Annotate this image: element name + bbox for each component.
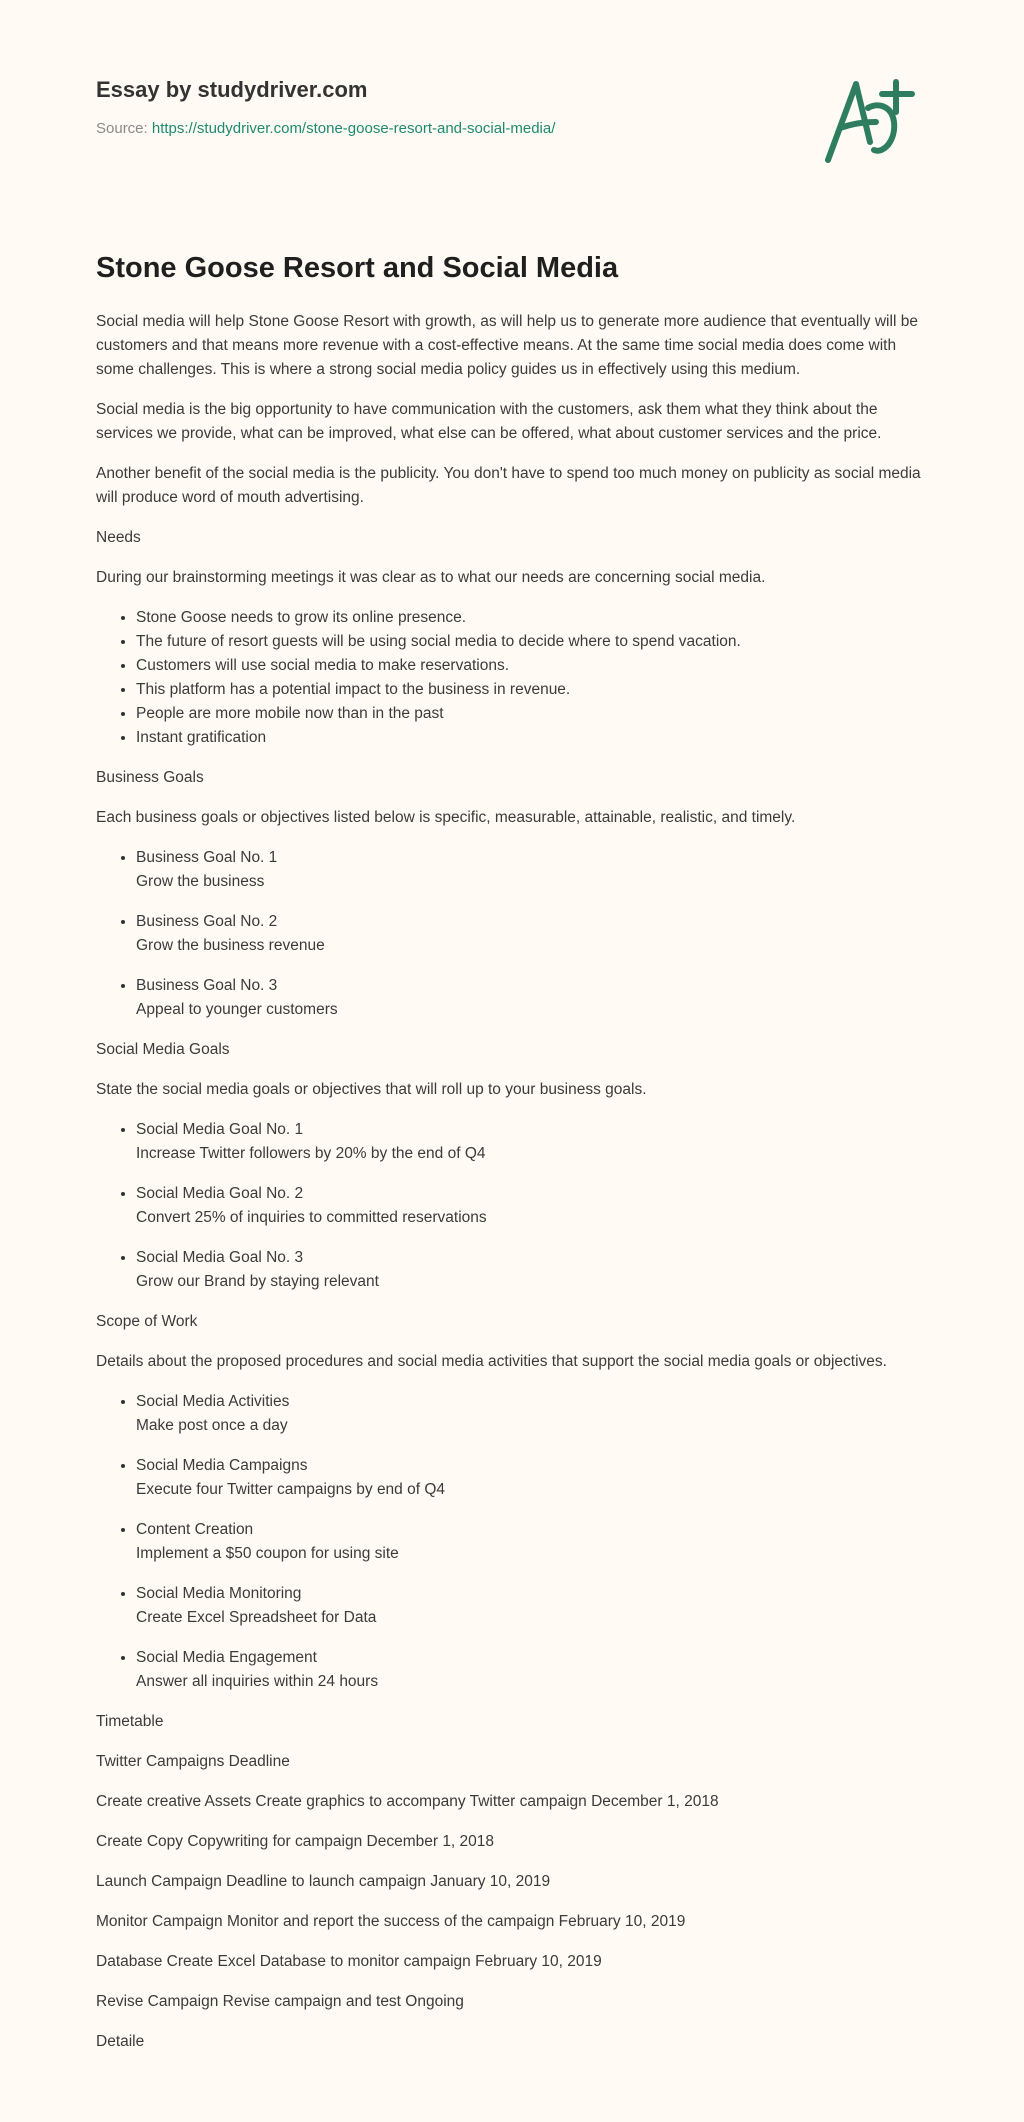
scope-title: Social Media Monitoring bbox=[136, 1585, 302, 1602]
needs-intro: During our brainstorming meetings it was clear as to what our needs are concerning social media. bbox=[96, 569, 766, 586]
section-heading-business-goals: Business Goals bbox=[96, 769, 204, 786]
source-line bbox=[96, 118, 928, 140]
business-goals-intro: Each business goals or objectives listed below is specific, measurable, attainable, realistic, and timely. bbox=[96, 809, 796, 826]
scope-description: Execute four Twitter campaigns by end of Q4 bbox=[136, 1481, 446, 1498]
timetable-line: Database Create Excel Database to monitor campaign February 10, 2019 bbox=[96, 1953, 602, 1970]
section-heading-scope: Scope of Work bbox=[96, 1313, 198, 1330]
list-item: • Instant gratification bbox=[136, 726, 932, 750]
needs-list bbox=[96, 606, 932, 750]
list-item: • Stone Goose needs to grow its online presence. bbox=[136, 606, 932, 630]
business-goals-list bbox=[96, 846, 932, 1022]
list-item bbox=[136, 974, 932, 1022]
scope-description: Make post once a day bbox=[136, 1417, 288, 1434]
list-item bbox=[136, 846, 932, 894]
scope-title: Social Media Campaigns bbox=[136, 1457, 308, 1474]
timetable-line: Revise Campaign Revise campaign and test Ongoing bbox=[96, 1993, 464, 2010]
list-item: • The future of resort guests will be using social media to decide where to spend vacation. bbox=[136, 630, 932, 654]
timetable-line: Monitor Campaign Monitor and report the success of the campaign February 10, 2019 bbox=[96, 1913, 686, 1930]
list-item bbox=[136, 1454, 932, 1502]
goal-description: Grow the business bbox=[136, 873, 265, 890]
scope-description: Implement a $50 coupon for using site bbox=[136, 1545, 399, 1562]
list-item bbox=[136, 1518, 932, 1566]
intro-paragraph: Social media will help Stone Goose Resort with growth, as will help us to generate more audience that eventually will be customers and that means more revenue with a cost-effective means. At the same time social media does come with some challenges. This is where a strong social media policy guides us in effectively using this medium. bbox=[96, 313, 918, 378]
scope-title: Social Media Activities bbox=[136, 1393, 290, 1410]
list-item: • People are more mobile now than in the past bbox=[136, 702, 932, 726]
site-title: Essay by studydriver.com bbox=[96, 77, 368, 102]
list-item bbox=[136, 1182, 932, 1230]
timetable-line: Create Copy Copywriting for campaign December 1, 2018 bbox=[96, 1833, 495, 1850]
scope-description: Create Excel Spreadsheet for Data bbox=[136, 1609, 377, 1626]
goal-description: Increase Twitter followers by 20% by the end of Q4 bbox=[136, 1145, 486, 1162]
source-label: Source: bbox=[96, 120, 148, 137]
scope-title: Social Media Engagement bbox=[136, 1649, 317, 1666]
goal-title: Business Goal No. 2 bbox=[136, 913, 278, 930]
scope-title: Content Creation bbox=[136, 1521, 254, 1538]
goal-title: Business Goal No. 3 bbox=[136, 977, 278, 994]
goal-title: Business Goal No. 1 bbox=[136, 849, 278, 866]
list-item bbox=[136, 1582, 932, 1630]
essay-title: Stone Goose Resort and Social Media bbox=[96, 252, 619, 284]
list-item bbox=[136, 1646, 932, 1694]
scope-intro: Details about the proposed procedures and social media activities that support the social media goals or objectives. bbox=[96, 1353, 887, 1370]
section-heading-social-goals: Social Media Goals bbox=[96, 1041, 230, 1058]
section-heading-needs: Needs bbox=[96, 529, 141, 546]
scope-description: Answer all inquiries within 24 hours bbox=[136, 1673, 379, 1690]
list-item: • This platform has a potential impact to the business in revenue. bbox=[136, 678, 932, 702]
source-link[interactable]: https://studydriver.com/stone-goose-resort-and-social-media/ bbox=[151, 120, 556, 137]
timetable-line: Launch Campaign Deadline to launch campaign January 10, 2019 bbox=[96, 1873, 551, 1890]
goal-title: Social Media Goal No. 3 bbox=[136, 1249, 304, 1266]
a-plus-logo-icon bbox=[818, 72, 928, 172]
goal-description: Appeal to younger customers bbox=[136, 1001, 338, 1018]
goal-description: Grow the business revenue bbox=[136, 937, 325, 954]
timetable-line: Create creative Assets Create graphics to accompany Twitter campaign December 1, 2018 bbox=[96, 1793, 719, 1810]
list-item bbox=[136, 1246, 932, 1294]
list-item bbox=[136, 1390, 932, 1438]
document-header bbox=[96, 72, 928, 182]
timetable-line: Detaile bbox=[96, 2033, 145, 2050]
goal-title: Social Media Goal No. 1 bbox=[136, 1121, 304, 1138]
list-item bbox=[136, 1118, 932, 1166]
intro-paragraph: Another benefit of the social media is the publicity. You don't have to spend too much money on publicity as social media will produce word of mouth advertising. bbox=[96, 465, 921, 506]
social-goals-list bbox=[96, 1118, 932, 1294]
list-item: • Customers will use social media to make reservations. bbox=[136, 654, 932, 678]
goal-title: Social Media Goal No. 2 bbox=[136, 1185, 304, 1202]
scope-list bbox=[96, 1390, 932, 1694]
goal-description: Grow our Brand by staying relevant bbox=[136, 1273, 379, 1290]
list-item bbox=[136, 910, 932, 958]
goal-description: Convert 25% of inquiries to committed reservations bbox=[136, 1209, 487, 1226]
intro-paragraph: Social media is the big opportunity to have communication with the customers, ask them what they think about the services we provide, what can be improved, what else can be offered, what about customer services and the price. bbox=[96, 401, 882, 442]
essay-body bbox=[96, 248, 932, 2070]
timetable-line: Twitter Campaigns Deadline bbox=[96, 1753, 290, 1770]
section-heading-timetable: Timetable bbox=[96, 1713, 164, 1730]
social-goals-intro: State the social media goals or objectives that will roll up to your business goals. bbox=[96, 1081, 647, 1098]
